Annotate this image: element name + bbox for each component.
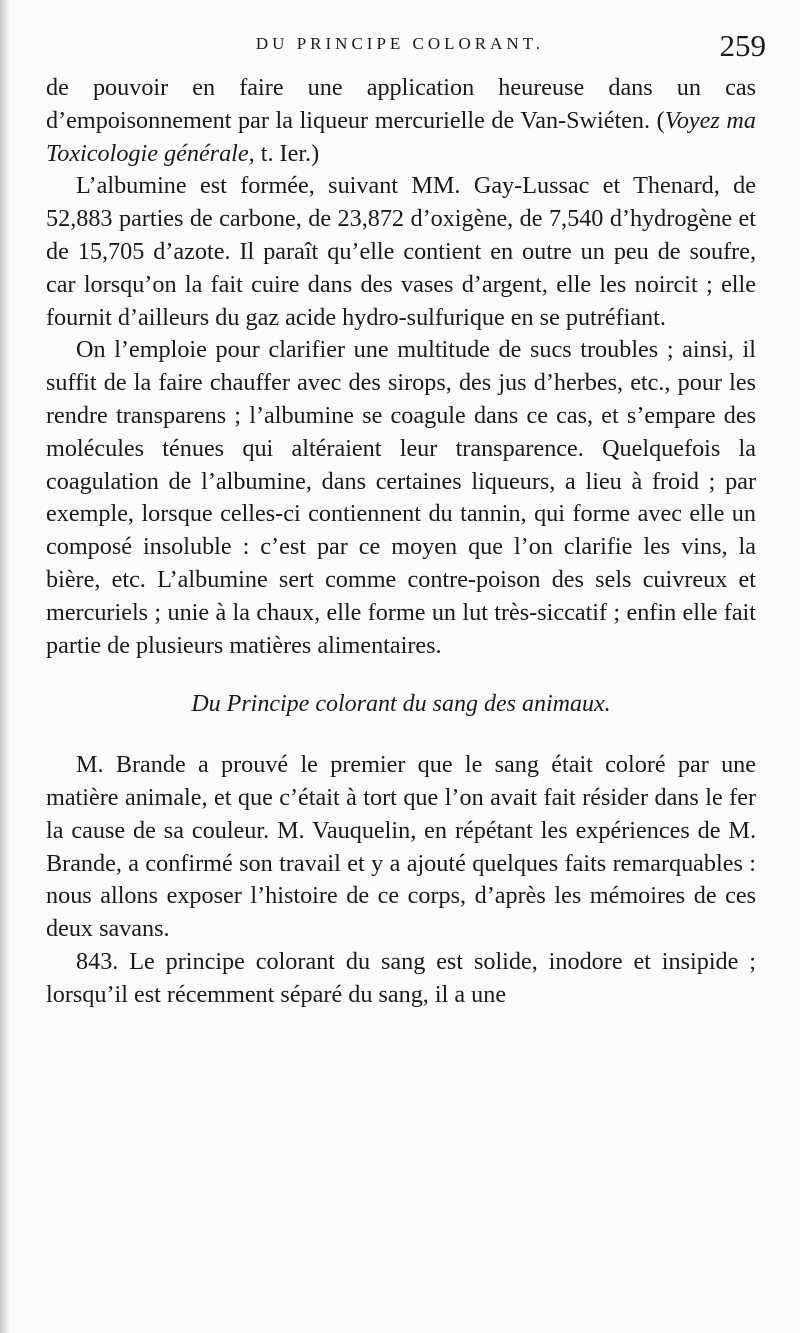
section-heading: Du Principe colorant du sang des animaux. [191, 691, 611, 718]
page-header [0, 28, 800, 68]
page-number: 259 [719, 28, 766, 63]
running-head: DU PRINCIPE COLORANT. [255, 34, 545, 53]
paragraph-albumine-uses: On l’emploie pour clarifier une multitude de sucs troubles ; ainsi, il suffit de la faire chauffer avec des sirops, des jus d’herbes, etc., pour les rendre transparens ; l’albumine se coagule dans ce cas, et s’empare des molécules ténues qui altéraient leur transparence. Quelquefois la coagulation de l’albumine, dans certaines liqueurs, a lieu à froid ; par exemple, lorsque celles-ci contiennent du tannin, qui forme avec elle un composé insoluble : c’est par ce moyen que l’on clarifie les vins, la bière, etc. L’albumine sert comme contre-poison des sels cuivreux et mercuriels ; unie à la chaux, elle forme un lut très-siccatif ; enfin elle fait partie de plusieurs matières alimentaires. [46, 336, 756, 659]
paragraph-text: , t. Ier.) [248, 139, 320, 167]
page-edge-shadow [0, 0, 10, 1333]
paragraph-text: de pouvoir en faire une application heureuse dans un cas d’empoisonnement par la liqueur mercurielle de Van-Swiéten. ( [46, 74, 756, 134]
paragraph-843: 843. Le principe colorant du sang est solide, inodore et insipide ; lorsqu’il est récemment séparé du sang, il a une [46, 947, 756, 1008]
paragraph-albumine-composition: L’albumine est formée, suivant MM. Gay-Lussac et Thenard, de 52,883 parties de carbone, de 23,872 d’oxigène, de 7,540 d’hydrogène et de 15,705 d’azote. Il paraît qu’elle contient en outre un peu de soufre, car lorsqu’on la fait cuire dans des vases d’argent, elle les noircit ; elle fournit d’ailleurs du gaz acide hydro-sulfurique en se putréfiant. [46, 172, 756, 331]
paragraph-continuation [46, 72, 756, 170]
paragraph-brande: M. Brande a prouvé le premier que le sang était coloré par une matière animale, et que c’était à tort que l’on avait fait résider dans le fer la cause de sa couleur. M. Vauquelin, en répétant les expériences de M. Brande, a confirmé son travail et y a ajouté quelques faits remarquables : nous allons exposer l’histoire de ce corps, d’après les mémoires de ces deux savans. [46, 751, 756, 943]
body-text [46, 72, 756, 1012]
citation-italic: Voyez ma Toxicologie générale [46, 106, 756, 167]
